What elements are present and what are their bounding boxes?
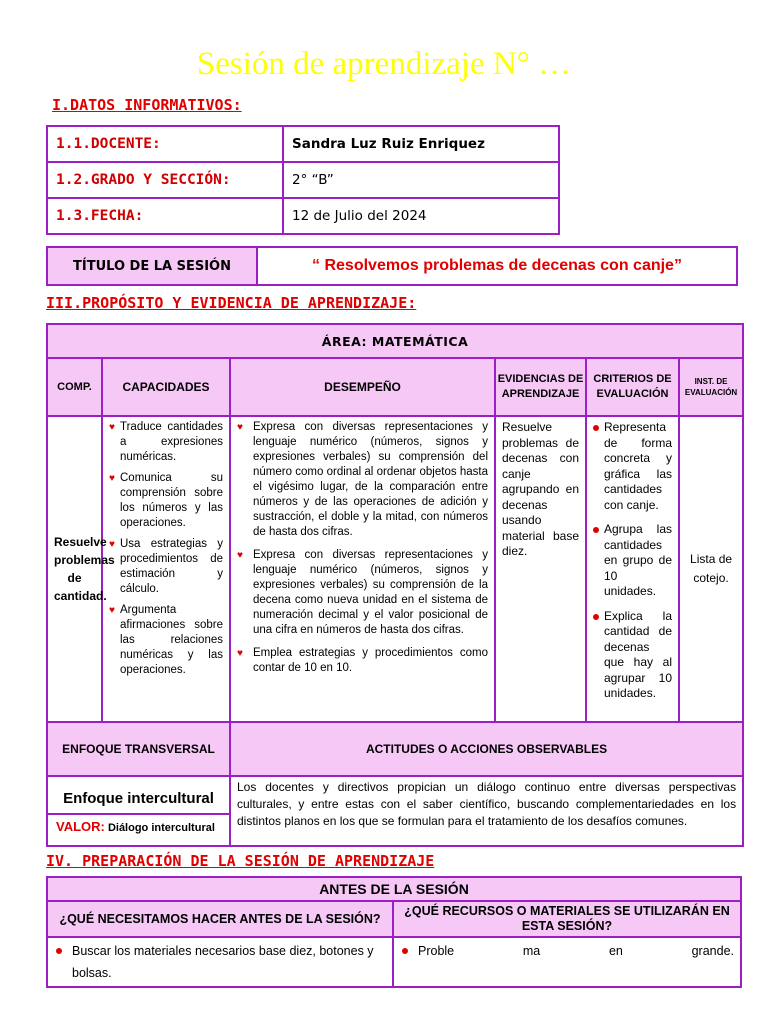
titulo-table [46,246,738,286]
list-item: Buscar los materiales necesarios base diez, botones y bolsas. [54,940,386,984]
instrumento: Lista de cotejo. [679,416,743,722]
list-item: ♥ Expresa con diversas representaciones y lenguaje numérico (números, signos y expresiones verbales) su comprensión del número como ordinal al ordenar objetos hasta el vigésimo lugar, de la comparación entre números y de las operaciones de adición y sustracción, el doble y la mitad, con números de hasta dos cifras. [237,420,488,540]
valor [48,815,229,838]
datos-table [46,125,560,235]
titulo-value: “ Resolvemos problemas de decenas con canje” [257,247,737,285]
actitud-text: Los docentes y directivos propician un diálogo continuo entre diversas perspectivas culturales, y entre estas con el saber científico, buscando complementariedades en los distintos planos en los que se formulan para el tratamiento de los desafíos comunes. [230,776,743,846]
valor-value: Diálogo intercultural [107,821,215,834]
list-item: Explica la cantidad de decenas que hay al agrupar 10 unidades. [593,609,672,702]
fecha-label: 1.3.FECHA: [47,198,283,234]
titulo-label: TÍTULO DE LA SESIÓN [47,247,257,285]
evidencia-text: Resuelve problemas de decenas con canje agrupando en decenas usando material base diez. [502,420,579,558]
col-evidencias: EVIDENCIAS DE APRENDIZAJE [495,358,586,416]
list-item: ♥ Argumenta afirmaciones sobre las relaciones numéricas y las operaciones. [109,603,223,678]
list-item: Representa de forma concreta y gráfica las cantidades con canje. [593,420,672,513]
page-title: Sesión de aprendizaje N° … [196,46,572,82]
table-row [47,162,559,198]
competencia: Resuelve problemas de cantidad. [47,416,102,722]
list-item: ♥ Traduce cantidades a expresiones numéricas. [109,420,223,465]
a1-cell [47,937,393,987]
list-item: Agrupa las cantidades en grupo de 10 unidades. [593,522,672,600]
list-item: ♥ Usa estrategias y procedimientos de estimación y cálculo. [109,537,223,597]
enfoque-cell [47,776,230,846]
table-row [47,198,559,234]
grado-label: 1.2.GRADO Y SECCIÓN: [47,162,283,198]
col-desempeno: DESEMPEÑO [230,358,495,416]
evidencia-cell [495,416,586,722]
grado-value: 2° “B” [283,162,559,198]
desempeno-cell [230,416,495,722]
list-item: ♥ Emplea estrategias y procedimientos como contar de 10 en 10. [237,646,488,676]
q1-header: ¿QUÉ NECESITAMOS HACER ANTES DE LA SESIÓN? [47,901,393,937]
fecha-value: 12 de Julio del 2024 [283,198,559,234]
docente-value: Sandra Luz Ruiz Enriquez [283,126,559,162]
docente-label: 1.1.DOCENTE: [47,126,283,162]
col-comp: COMP. [47,358,102,416]
table-row [47,126,559,162]
actitudes-header: ACTITUDES O ACCIONES OBSERVABLES [230,722,743,776]
antes-header: ANTES DE LA SESIÓN [47,877,741,901]
col-capacidades: CAPACIDADES [102,358,230,416]
list-item: Proble ma en grande. [400,940,734,962]
valor-label: VALOR: [56,818,105,834]
enfoque-name: Enfoque intercultural [48,785,229,815]
q2-header: ¿QUÉ RECURSOS O MATERIALES SE UTILIZARÁN EN ESTA SESIÓN? [393,901,741,937]
area-table [46,323,744,847]
capacidades-cell [102,416,230,722]
datos-heading: I.DATOS INFORMATIVOS: [52,96,242,114]
col-inst: INST. DE EVALUACIÓN [679,358,743,416]
criterios-cell [586,416,679,722]
col-criterios: CRITERIOS DE EVALUACIÓN [586,358,679,416]
proposito-heading: III.PROPÓSITO Y EVIDENCIA DE APRENDIZAJE: [46,294,417,312]
a2-cell [393,937,741,987]
list-item: ♥ Expresa con diversas representaciones y lenguaje numérico (números, signos y expresiones verbales) su comprensión de la decena como nueva unidad en el sistema de numeración decimal y el valor posicional de una cifra en números de hasta dos cifras. [237,548,488,638]
area-title: ÁREA: MATEMÁTICA [47,324,743,358]
preparacion-table [46,876,742,988]
preparacion-heading: IV. PREPARACIÓN DE LA SESIÓN DE APRENDIZAJE [46,852,435,870]
list-item: ♥ Comunica su comprensión sobre los números y las operaciones. [109,471,223,531]
enfoque-header: ENFOQUE TRANSVERSAL [47,722,230,776]
